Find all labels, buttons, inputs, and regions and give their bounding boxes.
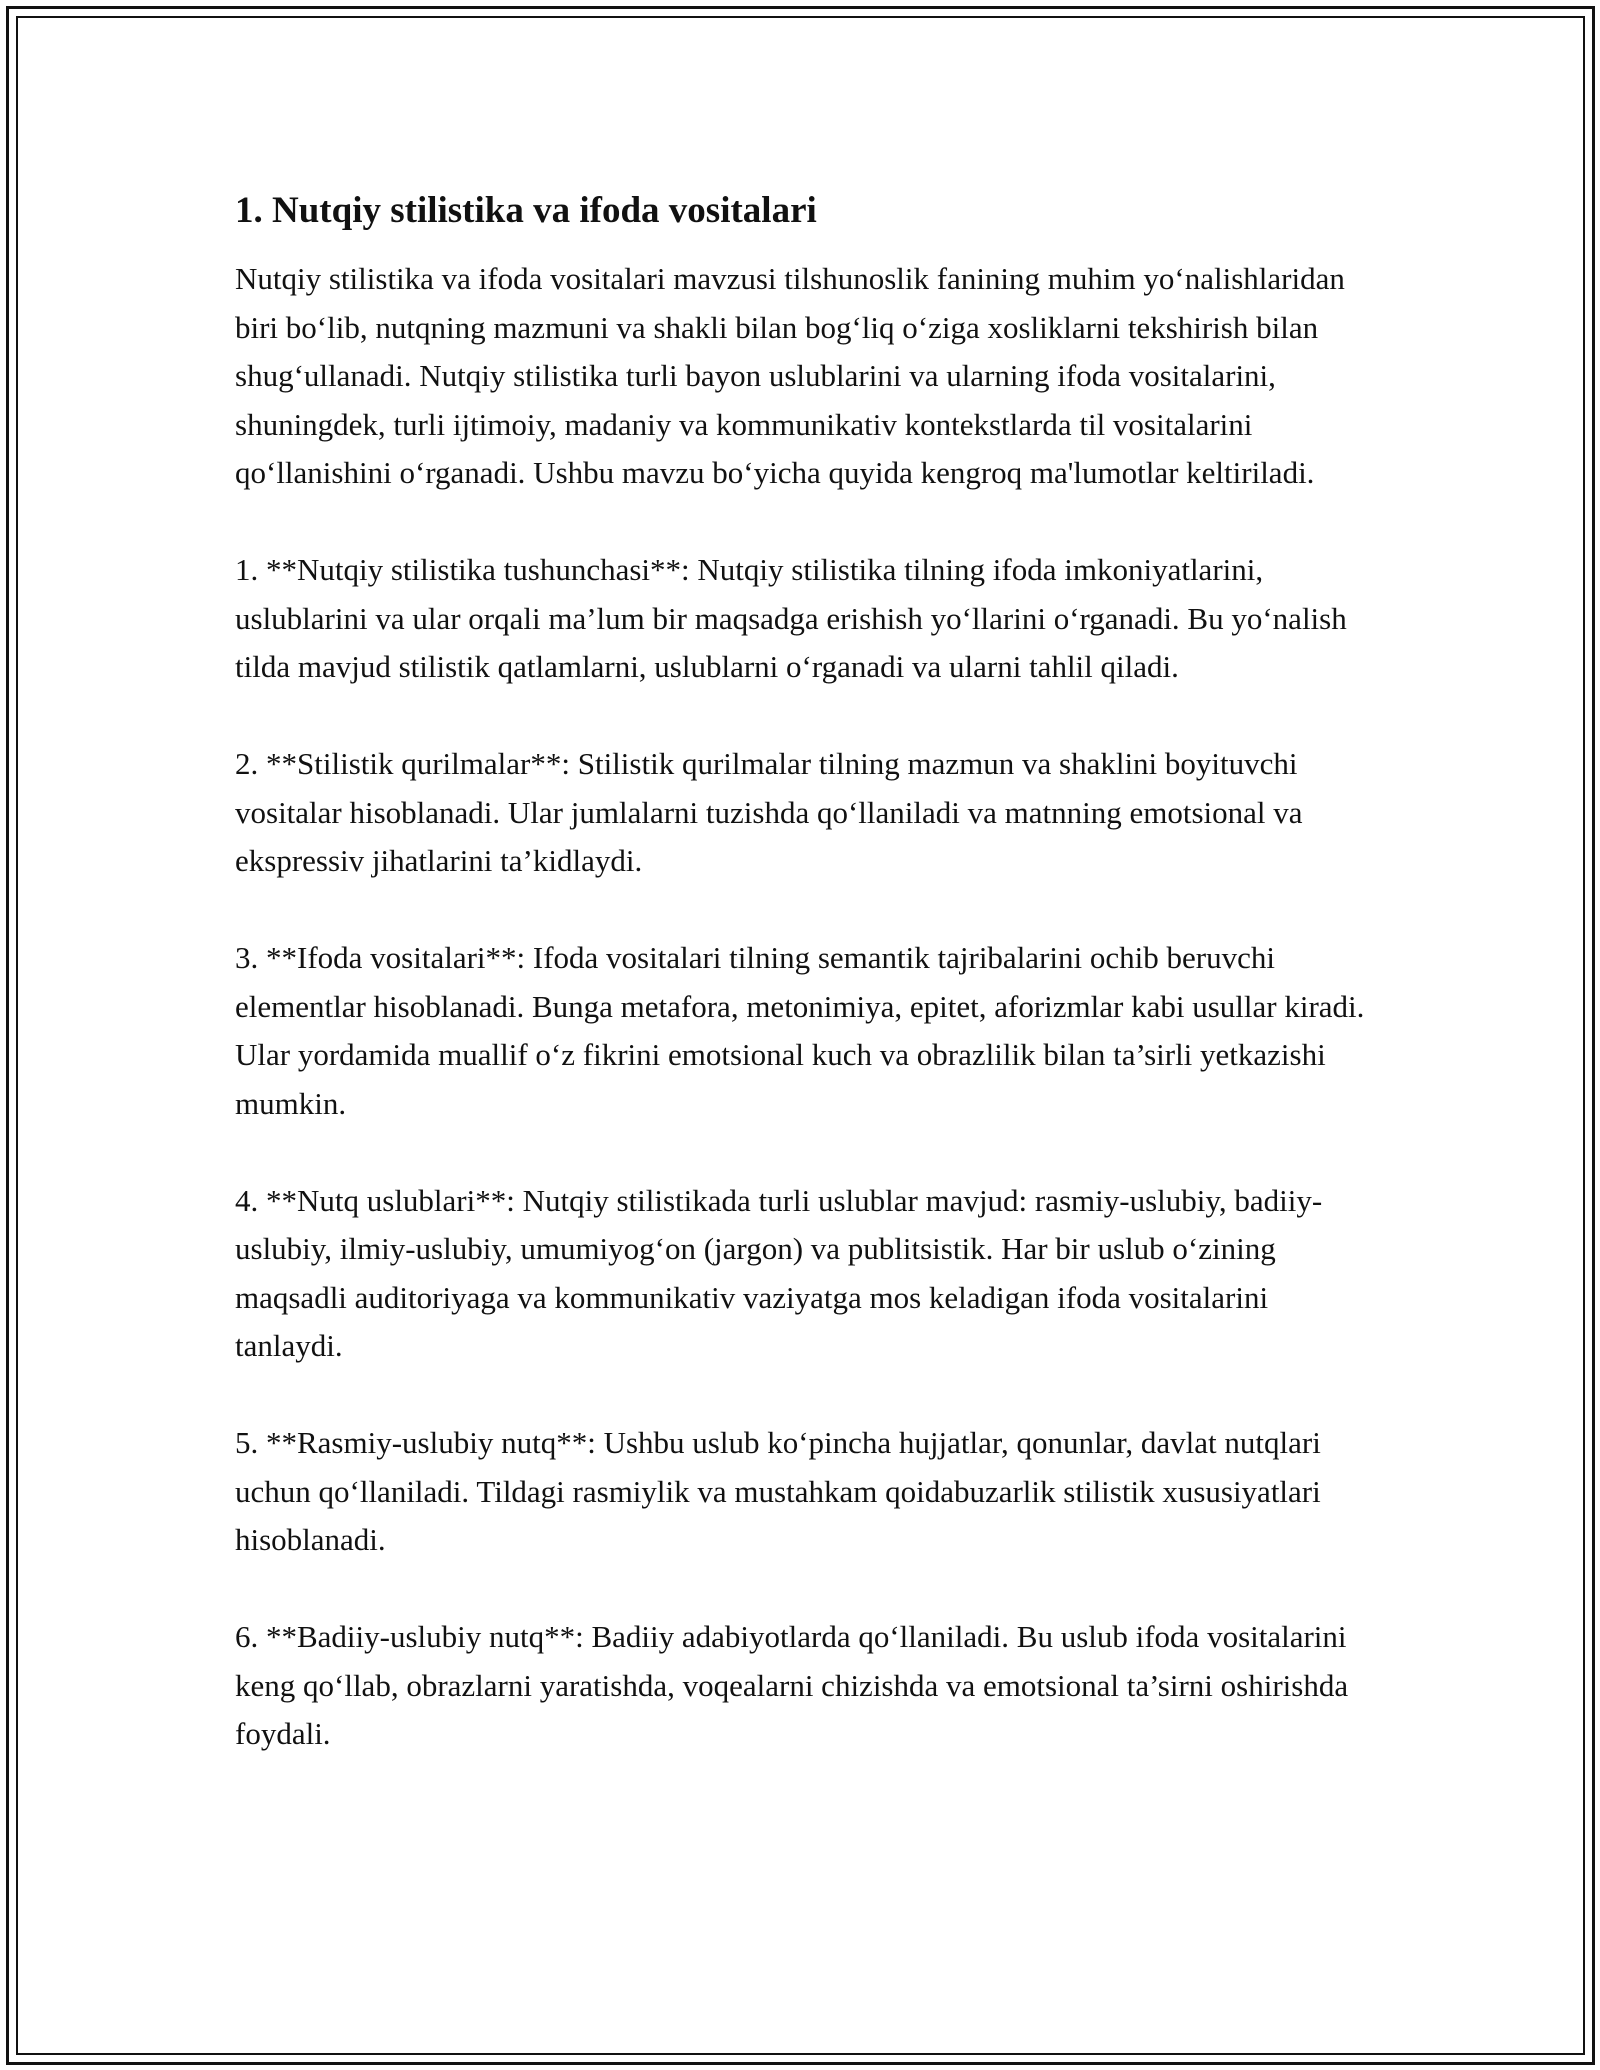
intro-paragraph: Nutqiy stilistika va ifoda vositalari mavzusi tilshunoslik fanining muhim yo‘nalishlaridan biri bo‘lib, nutqning mazmuni va shakli bilan bog‘liq o‘ziga xosliklarni tekshirish bilan shug‘ullanadi. Nutqiy stilistika turli bayon uslublarini va ularning ifoda vositalarini, shuningdek, turli ijtimoiy, madaniy va kommunikativ kontekstlarda til vositalarini qo‘llanishini o‘rganadi. Ushbu mavzu bo‘yicha quyida kengroq ma'lumotlar keltiriladi. — [235, 261, 1345, 490]
document-body — [235, 187, 1370, 1759]
list-item-3: 3. **Ifoda vositalari**: Ifoda vositalari tilning semantik tajribalarini ochib beruvchi elementlar hisoblanadi. Bunga metafora, metonimiya, epitet, aforizmlar kabi usullar kiradi. Ular yordamida muallif o‘z fikrini emotsional kuch va obrazlilik bilan ta’sirli yetkazishi mumkin. — [235, 940, 1365, 1121]
list-item-1: 1. **Nutqiy stilistika tushunchasi**: Nutqiy stilistika tilning ifoda imkoniyatlarini, uslublarini va ular orqali ma’lum bir maqsadga erishish yo‘llarini o‘rganadi. Bu yo‘nalish tilda mavjud stilistik qatlamlarni, uslublarni o‘rganadi va ularni tahlil qiladi. — [235, 552, 1347, 684]
list-item-5: 5. **Rasmiy-uslubiy nutq**: Ushbu uslub ko‘pincha hujjatlar, qonunlar, davlat nutqlari uchun qo‘llaniladi. Tildagi rasmiylik va mustahkam qoidabuzarlik stilistik xususiyatlari hisoblanadi. — [235, 1425, 1321, 1557]
list-item-2: 2. **Stilistik qurilmalar**: Stilistik qurilmalar tilning mazmun va shaklini boyituvchi vositalar hisoblanadi. Ular jumlalarni tuzishda qo‘llaniladi va matnning emotsional va ekspressiv jihatlarini ta’kidlaydi. — [235, 746, 1303, 878]
list-item-6: 6. **Badiiy-uslubiy nutq**: Badiiy adabiyotlarda qo‘llaniladi. Bu uslub ifoda vositalarini keng qo‘llab, obrazlarni yaratishda, voqealarni chizishda va emotsional ta’sirni oshirishda foydali. — [235, 1619, 1349, 1751]
section-heading: 1. Nutqiy stilistika va ifoda vositalari — [235, 190, 817, 231]
list-item-4: 4. **Nutq uslublari**: Nutqiy stilistikada turli uslublar mavjud: rasmiy-uslubiy, badiiy-uslubiy, ilmiy-uslubiy, umumiyog‘on (jargon) va publitsistik. Har bir uslub o‘zining maqsadli auditoriyaga va kommunikativ vaziyatga mos keladigan ifoda vositalarini tanlaydi. — [235, 1182, 1323, 1363]
